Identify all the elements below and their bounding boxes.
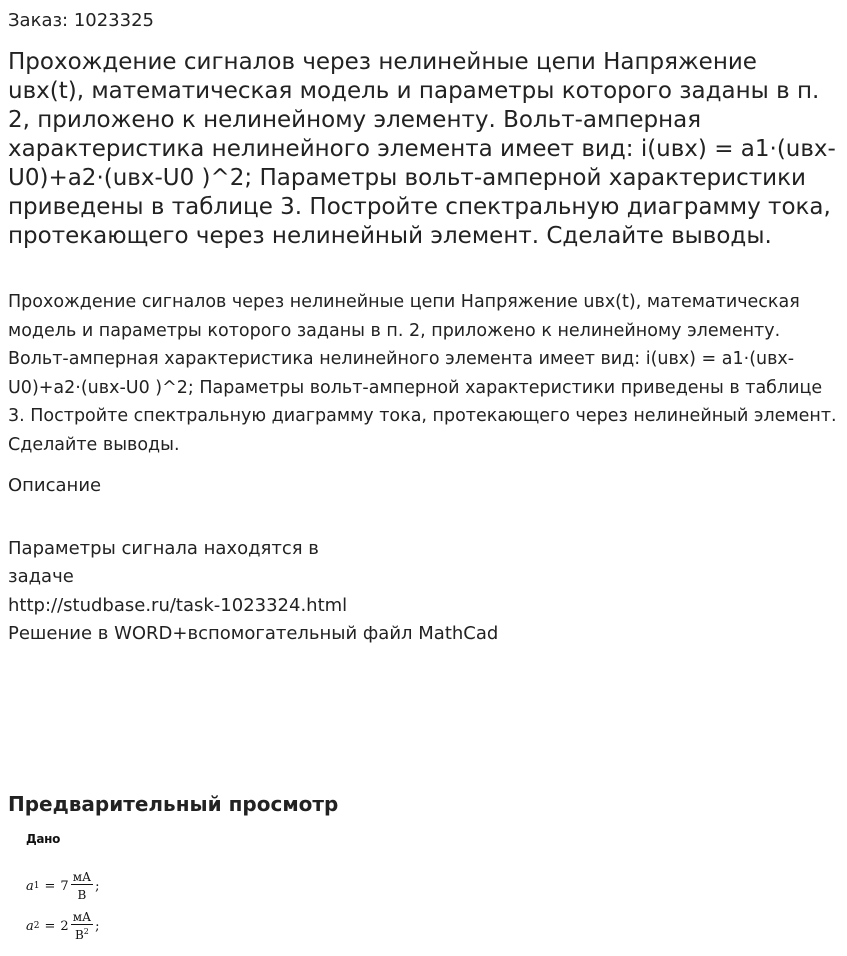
description-link[interactable]: http://studbase.ru/task-1023324.html [8, 595, 348, 616]
formula-variable: a [26, 918, 34, 934]
unit-denominator-text: В [77, 888, 87, 902]
formula-terminator: ; [95, 878, 100, 894]
page-title: Прохождение сигналов через нелинейные цепи Напряжение uвх(t), математическая модель и параметры которого заданы в п. 2, приложено к нелинейному элементу. Вольт-амперная характеристика нелинейного элемента имеет вид: i(uвх) = a1·(uвх-U0)+a2·(uвх-U0 )^2; Параметры вольт-амперной характеристики приведены в таблице 3. Постройте спектральную диаграмму тока, протекающего через нелинейный элемент. Сделайте выводы. [8, 49, 836, 249]
formula-unit [71, 870, 93, 902]
formula-unit [71, 910, 93, 942]
formula-subscript: 2 [33, 921, 40, 931]
formula-equals: = [44, 878, 56, 894]
formula-terminator: ; [95, 918, 100, 934]
preview-image [24, 826, 424, 952]
order-number: Заказ: 1023325 [8, 10, 154, 31]
task-description-text: Прохождение сигналов через нелинейные цепи Напряжение uвх(t), математическая модель и параметры которого заданы в п. 2, приложено к нелинейному элементу. Вольт-амперная характеристика нелинейного элемента имеет вид: i(uвх) = a1·(uвх-U0)+a2·(uвх-U0 )^2; Параметры вольт-амперной характеристики приведены в таблице 3. Постройте спектральную диаграмму тока, протекающего через нелинейный элемент. Сделайте выводы. [8, 292, 837, 455]
description-line: Решение в WORD+вспомогательный файл MathCad [8, 623, 499, 644]
description-line: Параметры сигнала находятся в [8, 538, 319, 559]
formula-value: 7 [60, 878, 69, 894]
formula-variable: a [26, 878, 34, 894]
formula-equals: = [44, 918, 56, 934]
formula-a1 [26, 866, 100, 906]
description-line: задаче [8, 566, 74, 587]
unit-exponent: 2 [83, 927, 89, 936]
description-heading: Описание [8, 475, 102, 496]
formula-a2 [26, 906, 100, 946]
formula-subscript: 1 [33, 881, 40, 891]
unit-numerator: мА [72, 870, 92, 884]
given-label: Дано [26, 832, 61, 846]
unit-denominator [73, 925, 91, 942]
formula-value: 2 [60, 918, 69, 934]
unit-denominator-text: В [74, 928, 84, 942]
unit-numerator: мА [72, 910, 92, 924]
unit-denominator [75, 885, 88, 902]
preview-heading: Предварительный просмотр [8, 792, 339, 816]
